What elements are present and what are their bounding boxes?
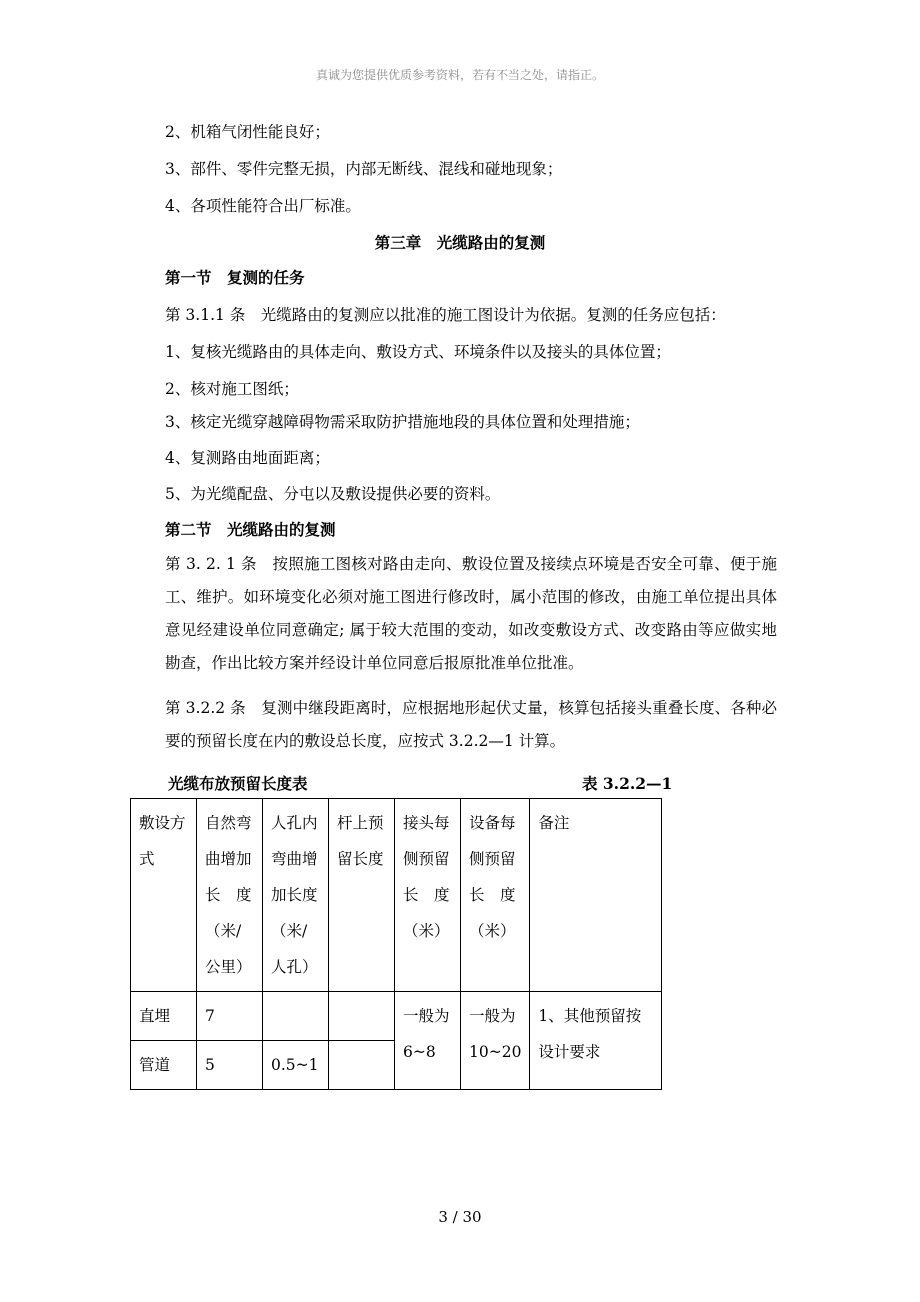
table-header-cell: 备注 — [530, 799, 662, 992]
table-header-cell: 人孔内弯曲增加长度（米/人孔） — [263, 799, 329, 992]
table-header-row — [131, 799, 662, 992]
list-item: 3、部件、零件完整无损，内部无断线、混线和碰地现象； — [165, 160, 563, 178]
table-header-cell: 杆上预留长度 — [329, 799, 395, 992]
list-item: 1、复核光缆路由的具体走向、敷设方式、环境条件以及接头的具体位置； — [165, 343, 671, 361]
table-cell: 直埋 — [131, 992, 197, 1041]
table-caption: 光缆布放预留长度表 — [168, 774, 308, 793]
table-cell: 一般为10~20 — [461, 992, 530, 1090]
table-cell: 0.5~1 — [263, 1041, 329, 1090]
table-cell — [263, 992, 329, 1041]
clause-text: 第 3.1.1 条 光缆路由的复测应以批准的施工图设计为依据。复测的任务应包括： — [165, 306, 726, 324]
clause-text: 第 3.2.2 条 复测中继段距离时，应根据地形起伏丈量，核算包括接头重叠长度、各种必要的预留长度在内的敷设总长度，应按式 3.2.2—1 计算。 — [165, 699, 777, 750]
list-item: 3、核定光缆穿越障碍物需采取防护措施地段的具体位置和处理措施； — [165, 413, 640, 431]
table-cell: 一般为6~8 — [395, 992, 461, 1090]
table-cell — [329, 1041, 395, 1090]
page-number: 3 / 30 — [438, 1208, 482, 1226]
table-header-cell: 敷设方式 — [131, 799, 197, 992]
chapter-title: 第三章 光缆路由的复测 — [374, 233, 546, 252]
table-number: 表 3.2.2—1 — [582, 774, 673, 793]
list-item: 4、各项性能符合出厂标准。 — [165, 197, 361, 215]
list-item: 4、复测路由地面距离； — [165, 449, 330, 467]
table-header-cell: 设备每侧预留长 度（米） — [461, 799, 530, 992]
table-cell: 7 — [197, 992, 263, 1041]
table-row — [131, 992, 662, 1041]
table-header-cell: 自然弯曲增加长 度（米/公里） — [197, 799, 263, 992]
list-item: 5、为光缆配盘、分屯以及敷设提供必要的资料。 — [165, 485, 501, 503]
list-item: 2、机箱气闭性能良好； — [165, 123, 330, 141]
section-title: 第二节 光缆路由的复测 — [165, 520, 336, 539]
list-item: 2、核对施工图纸； — [165, 380, 299, 398]
table-cell: 1、其他预留按设计要求 — [530, 992, 662, 1090]
section-title: 第一节 复测的任务 — [165, 268, 305, 287]
clause-text: 第 3. 2. 1 条 按照施工图核对路由走向、敷设位置及接续点环境是否安全可靠、便于施工、维护。如环境变化必须对施工图进行修改时，属小范围的修改，由施工单位提出具体意见经建设单位同意确定; 属于较大范围的变动，如改变敷设方式、改变路由等应做实地勘查，作出比较方案并经设计单位同意后报原批准单位批准。 — [165, 555, 777, 672]
reserve-length-table — [130, 798, 662, 1090]
table-cell: 5 — [197, 1041, 263, 1090]
table-header-cell: 接头每侧预留长 度（米） — [395, 799, 461, 992]
table-cell: 管道 — [131, 1041, 197, 1090]
header-notice: 真诚为您提供优质参考资料，若有不当之处，请指正。 — [315, 68, 604, 82]
table-cell — [329, 992, 395, 1041]
